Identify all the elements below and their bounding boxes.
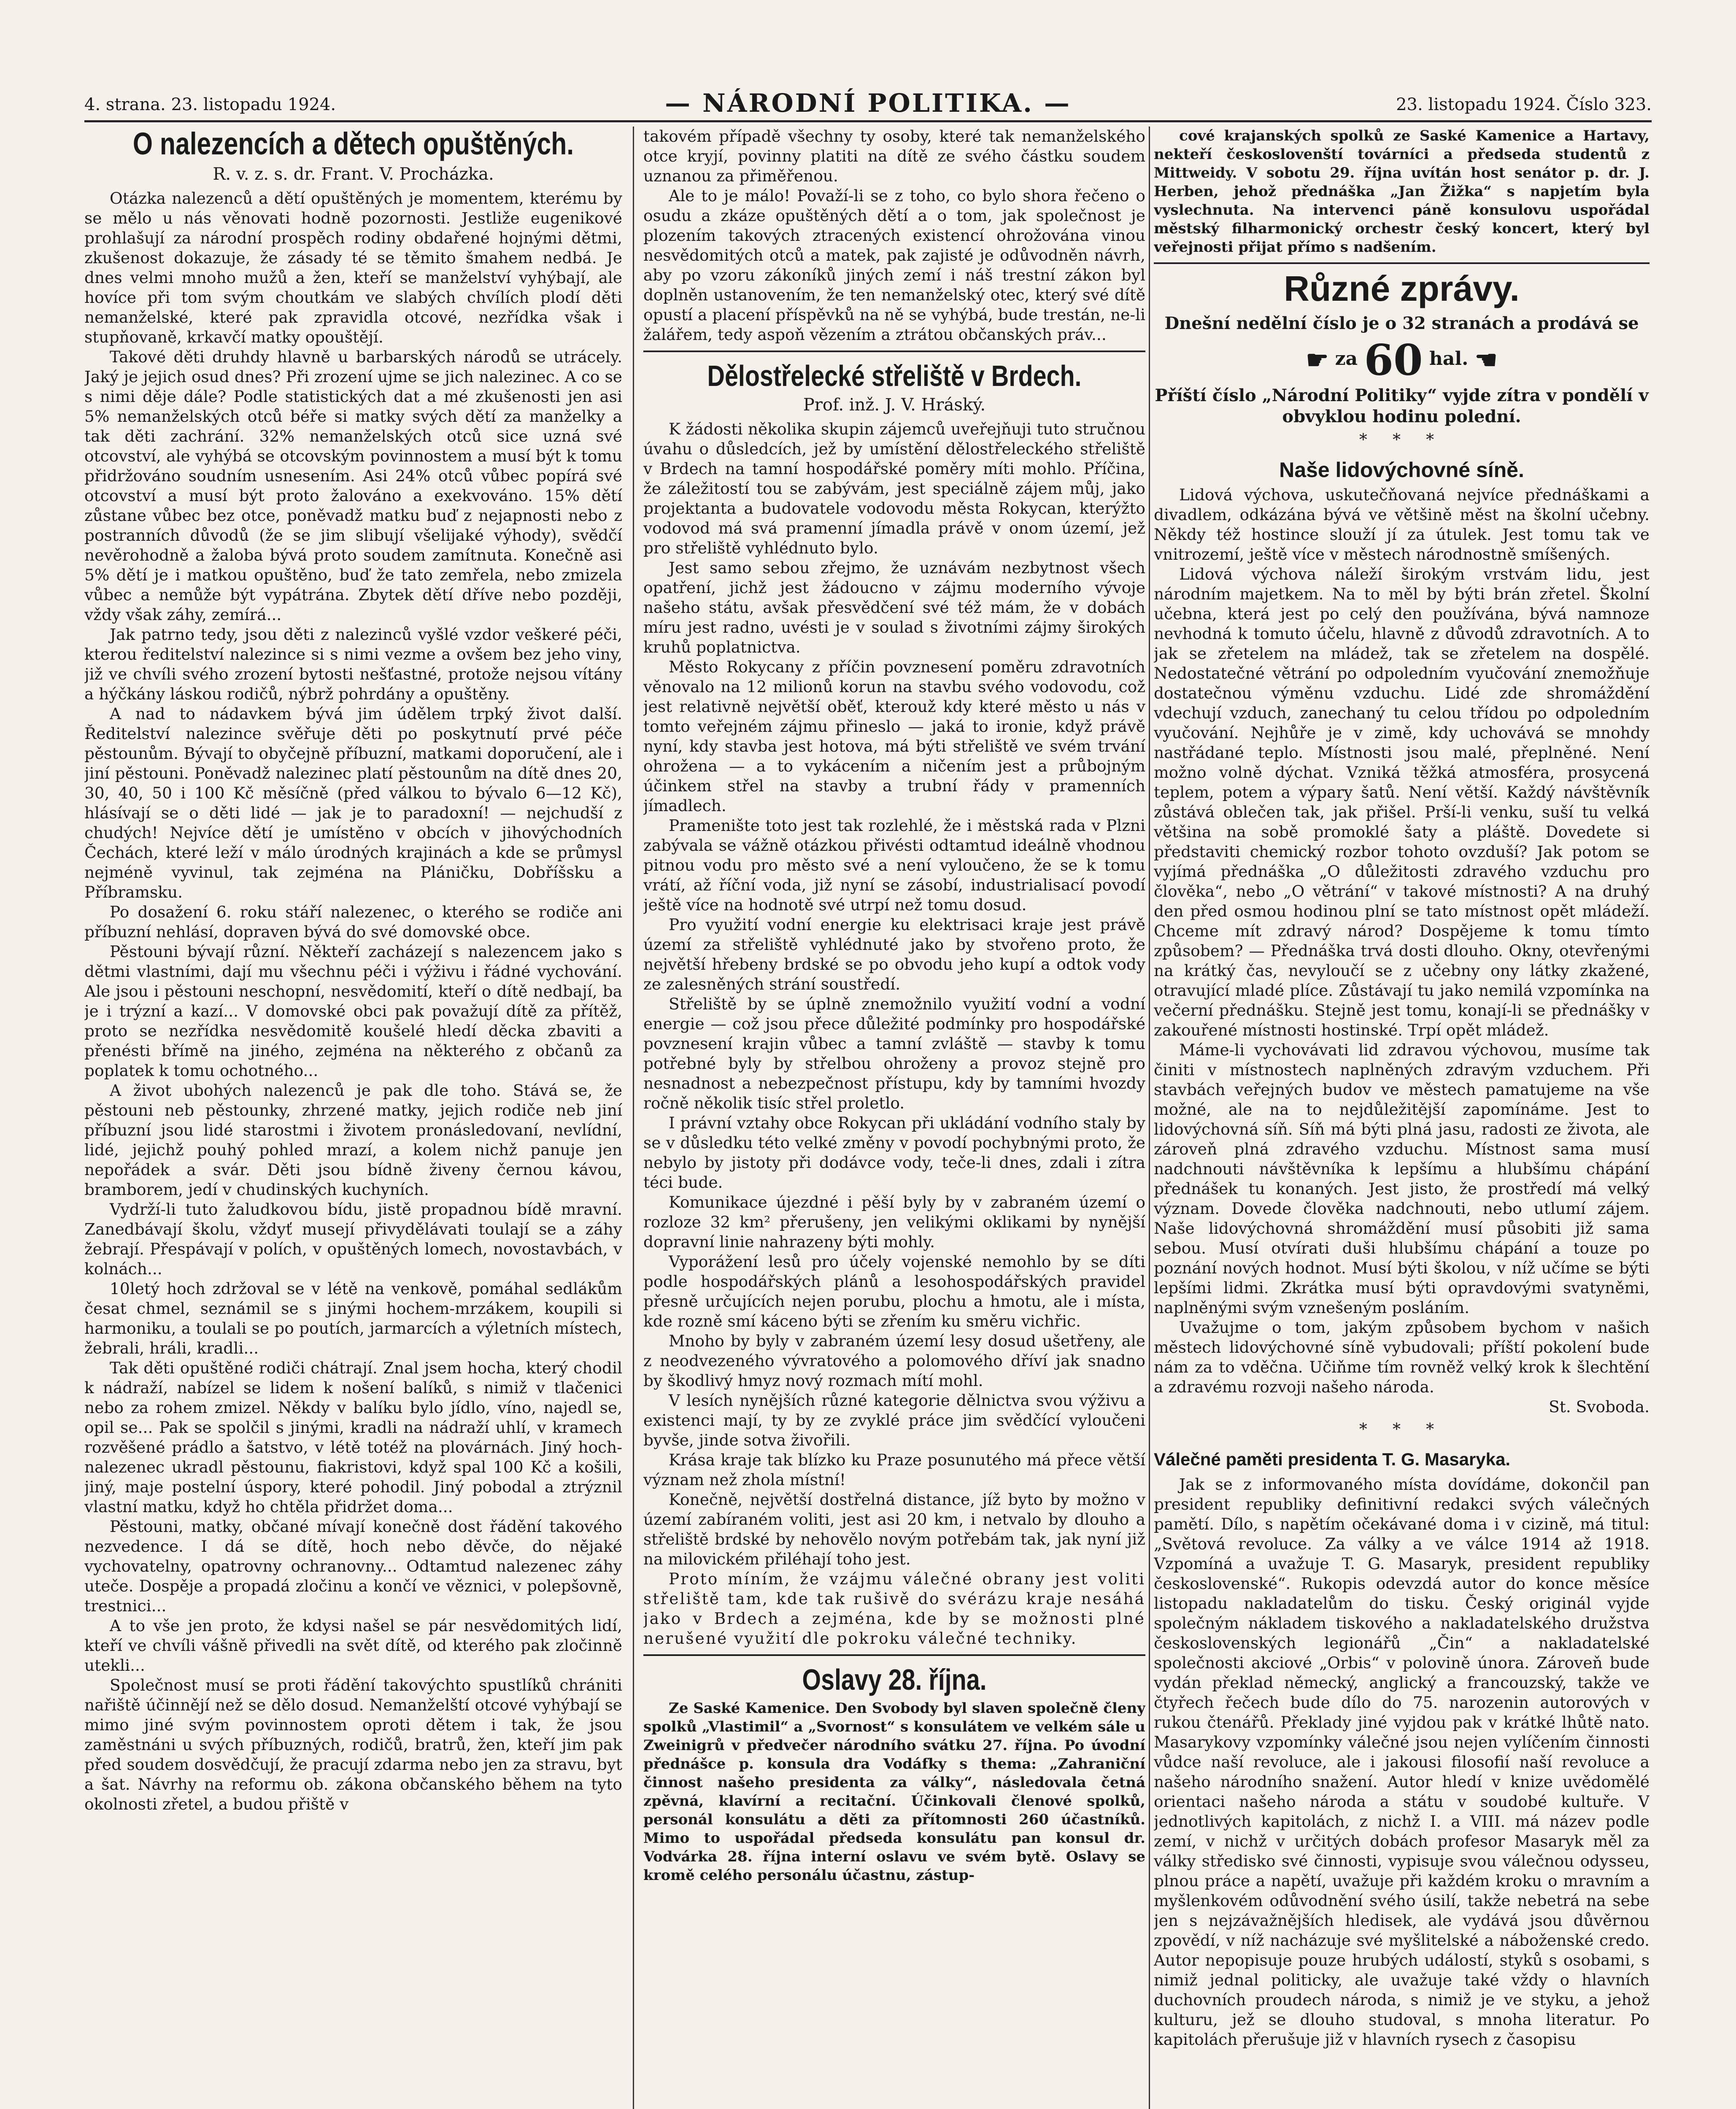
paragraph: Jest samo sebou zřejmo, že uznávám nezbytnost všech opatření, jichž jest žádoucno v zájmu moderního vývoje našeho státu, avšak přesvědčení své též mám, že v dobách míru jest radno, uvésti je v soulad s životními zájmy širokých kruhů poplatnictva. xyxy=(643,558,1145,656)
paragraph: Vydrží-li tuto žaludkovou bídu, jistě propadnou bídě mravní. Zanedbávají školu, vždyť musejí přivydělávati toulají se a záhy žebrají. Přespávají v polích, v opuštěných lomech, novostavbách, v kolnách... xyxy=(84,1200,622,1278)
article-title: Oslavy 28. října. xyxy=(802,1663,987,1696)
column-rule xyxy=(1149,127,1150,2109)
price-number: 60 xyxy=(1364,335,1423,385)
paragraph: Jak se z informovaného místa dovídáme, dokončil pan president republiky definitivní redakci svých válečných pamětí. Dílo, s napětím očekávané doma i v cizině, má titul: „Světová revoluce. Za války a ve válce 1914 až 1918. Vzpomíná a uvažuje T. G. Masaryk, president republiky československé“. Rukopis odevzdá autor do konce měsíce listopadu nakladatelům do tisku. Český originál vyjde společným nákladem tiskového a nakladatelského družstva československých legionářů „Čin“ a nakladatelské společnosti akciové „Orbis“ v polovině února. Zároveň bude vydán překlad německý, anglický a francouzský, takže ve čtyřech řečech bude dílo do 75. narozenin autorových v rukou čtenářů. Překlady jiné vyjdou pak v krátké lhůtě nato. Masarykovy vzpomínky válečné jsou nejen vylíčením činnosti vůdce naší revoluce, ale i jakousi filosofií naší revoluce a našeho národního snažení. Autor hledí v knize uvědomělé orientaci našeho národa a státu v soudobé kultuře. V jednotlivých kapitolách, z nichž I. a VIII. má název podle zemí, v nichž v určitých dobách profesor Masaryk měl za války středisko své činnosti, vypisuje svou válečnou odysseu, plnou práce a napětí, uvažuje při každém kroku o mravním a myšlenkovém odůvodnění svého úsilí, takže nebetrá na sebe jen s nejzávažnějších hledisek, ale vydává jsou důvěrnou zpovědí, v níž nacházuje své myšlitelské a náboženské credo. Autor nepopisuje pouze hrubých událostí, styků s osobami, s nimiž jednal politicky, ale uvažuje také vždy o hlavních duchovních proudech národa, s nimiž je ve styku, a jehož kulturu, jež se dlouho studoval, s mnoha literatur. Po kapitolách přerušuje již v hlavních rysech z časopisu xyxy=(1154,1475,1650,2049)
paragraph: Jak patrno tedy, jsou děti z nalezinců vyšlé vzdor veškeré péči, kterou ředitelství nalezince si s nimi vezme a ovšem bez jeho viny, již ve chvíli svého zrození bytosti nešťastné, protože nejsou vítány a hýčkány láskou rodičů, nýbrž pohrdány a opuštěny. xyxy=(84,625,622,703)
article-title: Naše lidovýchovné síně. xyxy=(1279,458,1524,482)
masthead: — NÁRODNÍ POLITIKA. — xyxy=(665,89,1071,118)
pointing-hand-right-icon: ☛ xyxy=(1306,345,1329,375)
price-notice xyxy=(1154,336,1650,383)
paragraph: 10letý hoch zdržoval se v létě na venkově, pomáhal sedlákům česat chmel, seznámil se s jinými hochem-mrzákem, koupili si harmoniku, a toulali se po poutích, jarmarcích a výletních místech, žebrali, hráli, kradli... xyxy=(84,1279,622,1357)
paragraph: Pro využití vodní energie ku elektrisaci kraje jest právě území za střeliště vyhlédnuté jako by stvořeno proto, že největší hřebeny brdské se po obvodu jeho kupí a odtok vody ze zalesněných strání soustředí. xyxy=(643,915,1145,993)
notice-line: Dnešní nedělní číslo je o 32 stranách a prodává se xyxy=(1164,313,1639,333)
paragraph: Tak děti opuštěné rodiči chátrají. Znal jsem hocha, který chodil k nádraží, nabízel se lidem k nošení balíků, s nimiž v tlačenici nebo za rohem zmizel. Někdy v balíku bylo jídlo, víno, najedl se, opil se... Pak se spolčil s jinými, kradli na nádraží uhlí, v kramech rozvěšené prádlo a šatstvo, v létě totéž na plovárnách. Jiný hoch-nalezenec ukradl pěstounu, fiakristovi, když spal 100 Kč a košili, jiný, maje postelní úspory, které pohodil. Jiný pobodal a ztrýznil vlastní matku, když ho chtěla přidržet doma... xyxy=(84,1359,622,1516)
page-header xyxy=(84,86,1652,122)
paragraph: Lidová výchova náleží širokým vrstvám lidu, jest národním majetkem. Na to měl by býti brán zřetel. Školní učebna, která jest po celý den používána, bývá namnoze nevhodná k tomuto účelu, hlavně z důvodů zdravotních. A to jak se zřetelem na mládež, tak se zřetelem na dospělé. Nedostatečné větrání po odpoledním vyučování znemožňuje dostatečnou výměnu vzduchu. Lidé zde shromáždění vdechují vzduch, zanechaný tu celou třídou po odpoledním vyučování. Nejhůře je v zimě, kdy uchovává se mnohdy nastřádané teplo. Místnosti jsou malé, přeplněné. Není možno volně dýchat. Vzniká těžká atmosféra, prosycená teplem, potem a výpary šatů. Není větší. Každý návštěvník zůstává oblečen tak, jak přišel. Prší-li venku, suší tu velká většina na sobě promoklé šaty a pláště. Dovedete si představiti chemický rozbor tohoto ovzduší? Jak potom se vyjímá přednáška „O důležitosti zdravého vzduchu pro člověka“, nebo „O větrání“ v takové místnosti? A na druhý den před osmou hodinou plní se tato místnost opět mládeží. Chceme mít zdravý národ? Dospějeme k tomu tímto způsobem? — Přednáška trvá dosti dlouho. Okny, otevřenými na krátký čas, nevyloučí se z učebny ony látky zkažené, otravující mladé plíce. Zůstávají tu jako nemilá vzpomínka na večerní přednášku. Stejně jest tomu, konají-li se přednášky v zakouřené místnosti hostinské. Trpí opět mládež. xyxy=(1154,564,1650,1039)
paragraph: Otázka nalezenců a dětí opuštěných je momentem, kterému by se mělo u nás věnovati hodně pozornosti. Jestliže eugenikové prohlašují za národní prospěch rodiny obdařené hojnými dětmi, zkušenost dokazuje, že zásady té se těmito šmahem nedbá. Je dnes velmi mnoho mužů a žen, kteří se manželství vyhýbají, ale hovíce při tom svým choutkám ve slabých chvílích plodí děti nemanželské, které pak zpravidla otcové, nezřídka však i stupňovaně, krkavčí matky opouštějí. xyxy=(84,189,622,346)
paragraph: Pěstouni bývají různí. Někteří zacházejí s nalezencem jako s dětmi vlastními, dají mu všechnu péči i výživu i řádné vychování. Ale jsou i pěstouni neschopní, nesvědomití, kteří o dítě nedbají, ba je i trýzní a kazí... V domovské obci pak považují dítě za přítěž, proto se nezřídka nesvědomitě koušelé hledí děcka zbaviti a přenésti břímě na jiného, zejména na některého z občanů za poplatek k tomu ochotného... xyxy=(84,942,622,1080)
paragraph: Krása kraje tak blízko ku Praze posunutého má přece větší význam než zhola místní! xyxy=(643,1451,1145,1489)
section-title: Různé zprávy. xyxy=(1284,269,1520,308)
column-3 xyxy=(1154,127,1650,2109)
paragraph: Pramenište toto jest tak rozlehlé, že i městská rada v Plzni zabývala se vážně otázkou přivésti odtamtud ideálně vhodnou pitnou vodu pro město své a není vyloučeno, že se k tomu vrátí, až říční voda, již nyní se zásobí, industrialisací povodí ještě více na hodnotě své utrpí než tomu dosud. xyxy=(643,816,1145,914)
notice-line: Příští číslo „Národní Politiky“ vyjde zítra v pondělí v obvyklou hodinu polední. xyxy=(1155,385,1649,426)
paragraph: Město Rokycany z příčin povznesení poměru zdravotních věnovalo na 12 milionů korun na stavbu svého vodovodu, což jest relativně největší oběť, kterouž kdy které město u nás v tomto veřejném zájmu přineslo — jaká to ironie, když právě nyní, kdy stavba jest hotova, má býti střeliště ve svém trvání ohrožena — a to vykácením a ničením jest a průbojným účinkem střel na stavby a trubní řády v pramenních jímadlech. xyxy=(643,658,1145,815)
column-2 xyxy=(643,127,1145,2109)
paragraph: I právní vztahy obce Rokycan při ukládání vodního staly by se v důsledku této velké změny v povodí pochybnými proto, že nebylo by jistoty při dodávce vody, teče-li dnes, zdali i zítra téci bude. xyxy=(643,1114,1145,1192)
column-1 xyxy=(84,127,622,2109)
price-unit: hal. xyxy=(1429,348,1469,369)
paragraph: A život ubohých nalezenců je pak dle toho. Stává se, že pěstouni neb pěstounky, zhrzené matky, jejich rodiče neb jiní příbuzní jsou lidé starostmi i životem pronásledovaní, nevlídní, lidé, jejichž pouhý pohled mrazí, a kolem nichž panuje jen nepořádek a svár. Děti jsou bídně živeny černou kávou, bramborem, jedí v chudinských kuchyních. xyxy=(84,1081,622,1199)
paragraph: A nad to nádavkem bývá jim údělem trpký život další. Ředitelství nalezince svěřuje děti po poskytnutí prvé péče pěstounům. Bývají to obyčejně příbuzní, matkami doporučení, ale i jiní pěstouni. Poněvadž nalezinec platí pěstounům na dítě dnes 20, 30, 40, 50 i 100 Kč měsíčně (před válkou to bývalo 6—12 Kč), hlásívají se o děti lidé — jak je to paradoxní! — nejchudší z chudých! Nejvíce dětí je umístěno v obcích v jihovýchodních Čechách, které leží v málo úrodných krajinách a kde se průmysl nejméně vyvinul, tak zejména na Pláničku, Dobříšsku a Příbramsku. xyxy=(84,704,622,901)
news-note: cové krajanských spolků ze Saské Kamenice a Hartavy, nekteří českoslovenští továrníci a předseda studentů z Mittweidy. V sobotu 29. října uvítán host senátor p. dr. J. Herben, jehož přednáška „Jan Žižka“ s napjetím byla vyslechnuta. Na intervenci páně konsulovu uspořádal městský filharmonický orchestr český koncert, který byl veřejnosti přijat přímo s nadšením. xyxy=(1154,127,1650,256)
paragraph: Proto míním, že vzájmu válečné obrany jest voliti střeliště tam, kde tak rušivě do svérázu kraje nesáhá jako v Brdech a zejména, kde by se možnosti plné nerušené využití dle pokroku válečné techniky. xyxy=(643,1570,1145,1648)
paragraph: Ale to je málo! Považí-li se z toho, co bylo shora řečeno o osudu a zkáze opuštěných dětí a o tom, jak společnost je plozením takových ztracených existencí ohrožována vinou nesvědomitých otců a matek, pak zajisté je odůvodněn návrh, aby po vzoru zákoníků jiných zemí i náš trestní zákon byl doplněn ustanovením, že ten nemanželský otec, který své dítě opustí a placení příspěvků na ně se vyhýbá, bude trestán, ne-li žalářem, tedy aspoň vězením a ztrátou občanských práv... xyxy=(643,186,1145,344)
pointing-hand-left-icon: ☚ xyxy=(1474,345,1498,375)
article-byline: R. v. z. s. dr. Frant. V. Procházka. xyxy=(213,165,494,184)
column-rule xyxy=(633,127,634,2109)
paragraph: Společnost musí se proti řádění takovýchto spustlíků chrániti nařiště účinnějí než se dělo dosud. Nemanželští otcové vyhýbají se mimo jiné svým povinnostem oproti dětem i tak, že jsou zaměstnáni u svých příbuzných, rodičů, bratrů, žen, kteří jim pak před soudem dosvědčují, že pracují zdarma nebo jen za stravu, byt a šat. Návrhy na reformu ob. zákona občanského během na tyto okolnosti zřetel, a budou přiště v xyxy=(84,1676,622,1813)
article-title: O nalezencích a dětech opuštěných. xyxy=(132,127,574,161)
price-pre: za xyxy=(1335,348,1358,369)
paragraph: K žádosti několika skupin zájemců uveřejňuji tuto stručnou úvahu o důsledcích, jež by umístění dělostřeleckého střeliště v Brdech na tamní hospodářské poměry míti mohlo. Příčina, že záležitostí tou se zabývám, jest speciálně zájem můj, jako projektanta a budovatele vodovodu města Rokycan, kterýžto vodovod má svá pramenní jímadla právě v onom území, jež pro střeliště vyhlédnuto bylo. xyxy=(643,420,1145,557)
article-title: Válečné paměti presidenta T. G. Masaryka. xyxy=(1154,1449,1511,1469)
news-note: Ze Saské Kamenice. Den Svobody byl slaven společně členy spolků „Vlastimil“ a „Svornost“ s konsulátem ve velkém sále u Zweinigrů v předvečer národního svátku 27. října. Po úvodní přednášce p. konsula dra Vodáfky s thema: „Zahraniční činnost našeho presidenta za války“, následovala četná zpěvná, klavírní a recitační. Účinkovali členové spolků, personál konsulátu a děti za přítomnosti 260 účastníků. Mimo to uspořádal předseda konsulátu pan konsul dr. Vodvárka 28. října interní oslavu ve svém bytě. Oslavy se kromě celého personálu účastnu, zástup- xyxy=(643,1700,1145,1884)
header-right: 23. listopadu 1924. Číslo 323. xyxy=(1396,95,1652,114)
separator: * * * xyxy=(1359,430,1444,449)
header-left: 4. strana. 23. listopadu 1924. xyxy=(84,95,336,114)
paragraph: Po dosažení 6. roku stáří nalezenec, o kterého se rodiče ani příbuzní nehlásí, dopraven bývá do své domovské obce. xyxy=(84,903,622,941)
article-title: Dělostřelecké střeliště v Brdech. xyxy=(707,359,1082,392)
paragraph: Mnoho by byly v zabraném území lesy dosud ušetřeny, ale z neodvezeného vývratového a polomového dříví jak snadno by škodlivý hmyz nový rozmach mítí mohl. xyxy=(643,1332,1145,1390)
paragraph: Konečně, největší dostřelná distance, jíž byto by možno v území zabíraném voliti, jest asi 20 km, i netvalo by dlouho a střeliště brdské by nehovělo novým potřebám tak, jak nyní již na milovickém přiléhají toho jest. xyxy=(643,1490,1145,1568)
paragraph: Střeliště by se úplně znemožnilo využití vodní a vodní energie — což jsou přece důležité podmínky pro hospodářské povznesení krajin vůbec a tamní zvláště — stavby k tomu potřebné byly by střelbou ohroženy a provoz stejně pro nesnadnost a nebezpečnost přístupu, kdy by tamními hvozdy ročně několik tisíc střel proletlo. xyxy=(643,995,1145,1112)
paragraph: Komunikace újezdné i pěší byly by v zabraném území o rozloze 32 km² přerušeny, jen velikými oklikami by nynější dopravní linie nahrazeny býti mohly. xyxy=(643,1193,1145,1251)
paragraph: Lidová výchova, uskutečňovaná nejvíce přednáškami a divadlem, odkázána bývá ve většině měst na školní učebny. Někdy též hostince slouží jí za útulek. Jest tomu tak ve vnitrozemí, ještě více v městech národnostně smíšených. xyxy=(1154,485,1650,564)
paragraph: Vyporážení lesů pro účely vojenské nemohlo by se díti podle hospodářských plánů a lesohospodářských pravidel přesně určujících nejen porubu, plochu a hmotu, ale i místa, kde rozně smí káceno býti se zřením ku směru vichřic. xyxy=(643,1252,1145,1330)
article-byline: Prof. inž. J. V. Hráský. xyxy=(803,395,986,415)
separator: * * * xyxy=(1359,1419,1444,1438)
paragraph: Máme-li vychovávati lid zdravou výchovou, musíme tak činiti v místnostech naplněných zdravým vzduchem. Při stavbách veřejných budov ve městech pamatujeme na vše možné, ale na to nejdůležitější zapomínáme. Jest to lidovýchovná síň. Síň má býti plná jasu, radosti ze života, ale zároveň plná zdravého vzduchu. Místnost sama musí nadchnouti návštěvníka k lepšímu a hlubšímu chápání přednášek tu konaných. Jest jisto, že prostředí má velký význam. Dovede člověka nadchnouti, nebo utlumí zájem. Naše lidovýchovná shromáždění musí působiti již sama sebou. Musí otvírati duši hlubšímu chápání a touze po poznání nových hodnot. Musí býti školou, v níž učíme se býti lepšími lidmi. Zkrátka musí býti opravdovými svatyněmi, naplněnými svým vznešeným posláním. xyxy=(1154,1040,1650,1317)
paragraph: Takové děti druhdy hlavně u barbarských národů se utrácely. Jaký je jejich osud dnes? Při zrození ujme se jich nalezinec. A co se s nimi děje dále? Podle statistických dat a mé zkušenosti jen asi 5% nemanželských otců béře si matky svých dětí za manželky a tak děti zachrání. 32% nemanželských otců sice uzná své otcovství, ale vyhýbá se otcovským povinnostem a musí být k tomu přidržováno soudním usnesením. Asi 24% otců vůbec popírá své otcovství a musí být proto žalováno a exekvováno. 15% dětí zůstane vůbec bez otce, poněvadž matku buď z nejapnosti nebo z postranních důvodů (že se jim slibují všelijaké výhody), svědčí nevěrohodně a žaloba bývá proto soudem zamítnuta. Konečně asi 5% dětí je i matkou opuštěno, buď že tato zemřela, nebo zmizela vůbec a nemůže být vypátrána. Zbytek dětí dříve nebo později, vždy však záhy, zemírá... xyxy=(84,348,622,624)
paragraph: A to vše jen proto, že kdysi našel se pár nesvědomitých lidí, kteří ve chvíli vášně přivedli na svět dítě, od kterého pak zločinně utekli... xyxy=(84,1616,622,1675)
paragraph: V lesích nynějších různé kategorie dělnictva svou výživu a existenci mají, ty by ze zvyklé práce jim svědčící vyloučeni byvše, jinde sotva živořili. xyxy=(643,1391,1145,1449)
divider xyxy=(643,351,1145,352)
paragraph: takovém případě všechny ty osoby, které tak nemanželského otce kryjí, povinny platiti na dítě ze svého částku soudem uznanou za přiměřenou. xyxy=(643,127,1145,185)
paragraph: Uvažujme o tom, jakým způsobem bychom v našich městech lidovýchovné síně vybudovali; příští pokolení bude nám za to vděčna. Učiňme tím rovněž velký krok k šlechtění a zdravému rozvoji našeho národa. xyxy=(1154,1318,1650,1396)
divider xyxy=(1154,262,1650,264)
signature: St. Svoboda. xyxy=(1549,1397,1650,1416)
divider xyxy=(643,1654,1145,1656)
paragraph: Pěstouni, matky, občané mívají konečně dost řádění takového nezvedence. I dá se dítě, hoch nebo děvče, do nějaké vychovatelny, opatrovny ochranovny... Odtamtud nalezenec záhy uteče. Dospěje a propadá zločinu a končí ve věznici, v polepšovně, trestnici... xyxy=(84,1517,622,1615)
